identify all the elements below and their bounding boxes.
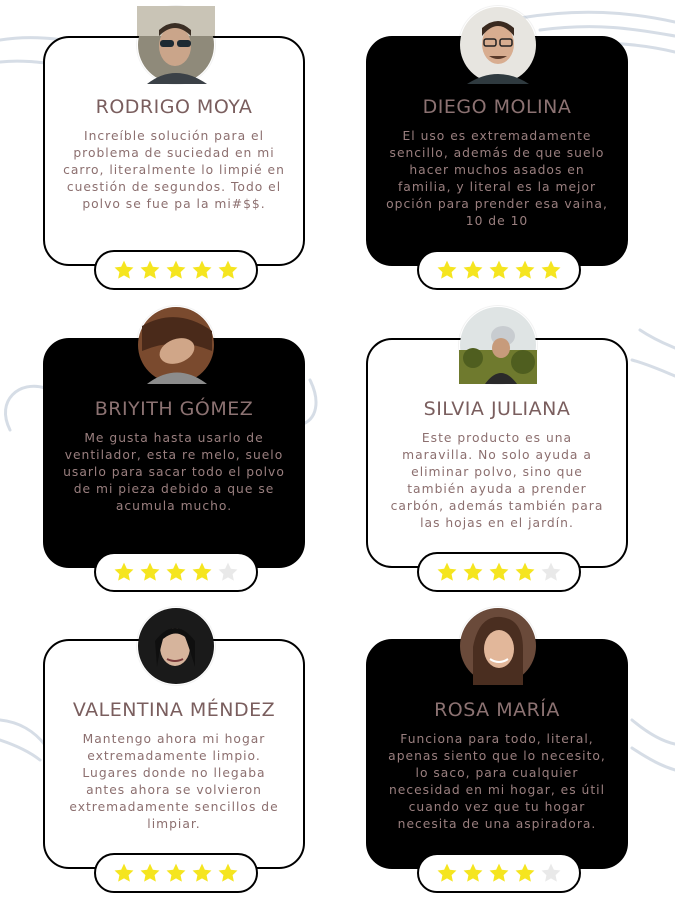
review-text: Me gusta hasta usarlo de ventilador, esta re melo, suelo usarlo para sacar todo el polvo de mi pieza debido a que se acumula mucho.: [63, 431, 285, 513]
star-filled-icon: [165, 561, 187, 583]
reviewer-name: DIEGO MOLINA: [422, 96, 572, 118]
star-filled-icon: [139, 561, 161, 583]
review-text: Mantengo ahora mi hogar extremadamente limpio. Lugares donde no llegaba antes ahora se volvieron extremadamente sencillos de limpiar.: [69, 732, 279, 831]
star-filled-icon: [191, 561, 213, 583]
woman-dark-hair-avatar: [137, 607, 215, 685]
star-filled-icon: [165, 862, 187, 884]
star-filled-icon: [540, 259, 562, 281]
star-filled-icon: [514, 862, 536, 884]
star-rating: [417, 552, 581, 592]
star-filled-icon: [217, 862, 239, 884]
woman-reclining-avatar: [137, 306, 215, 384]
avatar: [137, 306, 215, 384]
star-rating: [94, 250, 258, 290]
review-text: El uso es extremadamente sencillo, además de que suelo hacer muchos asados en familia, y literal es la mejor opción para prender esa vaina, 10 de 10: [386, 129, 608, 228]
star-empty-icon: [217, 561, 239, 583]
star-filled-icon: [462, 259, 484, 281]
star-rating: [417, 250, 581, 290]
star-filled-icon: [165, 259, 187, 281]
woman-outdoors-avatar: [459, 306, 537, 384]
review-text: Funciona para todo, literal, apenas siento que lo necesito, lo saco, para cualquier necesidad en mi hogar, es útil cuando vez que tu hogar necesita de una aspiradora.: [388, 732, 606, 831]
reviewer-name: RODRIGO MOYA: [95, 96, 253, 118]
avatar: [459, 6, 537, 84]
woman-smiling-avatar: [459, 607, 537, 685]
avatar: [459, 306, 537, 384]
star-empty-icon: [540, 561, 562, 583]
star-filled-icon: [139, 862, 161, 884]
star-filled-icon: [139, 259, 161, 281]
star-filled-icon: [113, 561, 135, 583]
star-filled-icon: [191, 862, 213, 884]
star-filled-icon: [436, 561, 458, 583]
reviewer-name: SILVIA JULIANA: [423, 398, 571, 420]
star-filled-icon: [113, 862, 135, 884]
reviewer-name: ROSA MARÍA: [434, 699, 560, 721]
star-rating: [94, 853, 258, 893]
star-filled-icon: [217, 259, 239, 281]
star-filled-icon: [488, 862, 510, 884]
avatar: [137, 607, 215, 685]
avatar: [459, 607, 537, 685]
reviewer-name: BRIYITH GÓMEZ: [94, 398, 254, 420]
star-filled-icon: [113, 259, 135, 281]
star-rating: [94, 552, 258, 592]
star-rating: [417, 853, 581, 893]
star-filled-icon: [436, 259, 458, 281]
star-filled-icon: [462, 862, 484, 884]
star-filled-icon: [514, 259, 536, 281]
star-filled-icon: [191, 259, 213, 281]
review-text: Este producto es una maravilla. No solo ayuda a eliminar polvo, sino que también ayuda a prender carbón, además también para las hojas en el jardín.: [390, 431, 604, 530]
star-filled-icon: [488, 561, 510, 583]
star-empty-icon: [540, 862, 562, 884]
star-filled-icon: [462, 561, 484, 583]
star-filled-icon: [514, 561, 536, 583]
review-text: Increíble solución para el problema de suciedad en mi carro, literalmente lo limpié en cuestión de segundos. Todo el polvo se fue pa la mi#$$.: [63, 129, 285, 211]
man-with-sunglasses-avatar: [137, 6, 215, 84]
reviewer-name: VALENTINA MÉNDEZ: [72, 699, 276, 721]
star-filled-icon: [488, 259, 510, 281]
avatar: [137, 6, 215, 84]
star-filled-icon: [436, 862, 458, 884]
man-with-glasses-avatar: [459, 6, 537, 84]
